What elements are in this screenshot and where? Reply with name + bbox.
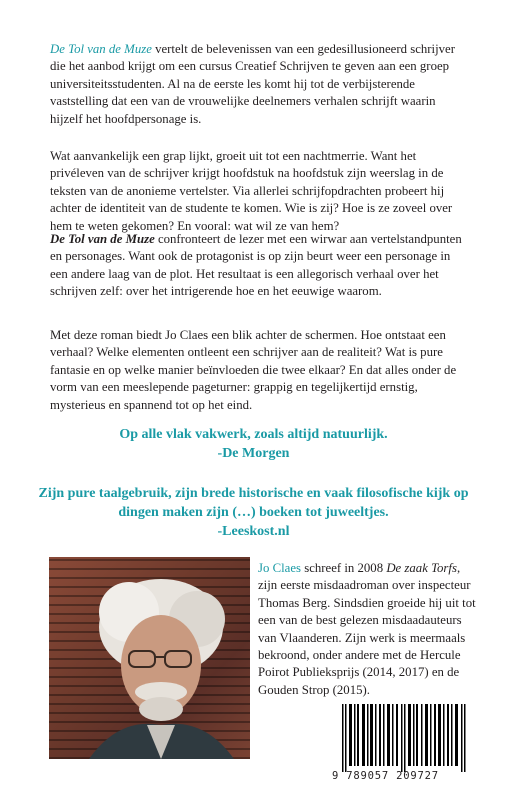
quote-text: Zijn pure taalgebruik, zijn brede historische en vaak filosofische kijk op dingen maken zijn (…) boeken tot juweeltjes. (38, 486, 469, 520)
blurb-paragraph-1 (50, 41, 470, 128)
review-quote-1 (30, 425, 477, 463)
quote-source: -Leeskost.nl (217, 524, 290, 539)
author-bio-text-2: , zijn eerste misdaadroman over inspecteur Thomas Berg. Sindsdien groeide hij uit tot een van de best gelezen misdaadauteurs van Vlaanderen. Zijn werk is meermaals bekroond, onder andere met de Hercule Poirot Publieksprijs (2014, 2017) en de Gouden Strop (2015). (258, 561, 476, 697)
book-title: De Tol van de Muze (50, 42, 152, 56)
review-quote-2 (30, 484, 477, 541)
blurb-text-4: Met deze roman biedt Jo Claes een blik achter de schermen. Hoe ontstaat een verhaal? Welke elementen ontleent een schrijver aan de realiteit? Wat is pure fantasie en op welke manier beïnvloeden die twee elkaar? En dat alles onder de vorm van een meeslepende pageturner: grappig en tegelijkertijd ernstig, mysterieus en spannend tot op het eind. (50, 328, 457, 412)
author-bio (258, 560, 478, 699)
barcode-number: 9 789057 209727 (332, 770, 439, 782)
quote-text: Op alle vlak vakwerk, zoals altijd natuurlijk. (119, 427, 388, 442)
book-title-emphasis: De Tol van de Muze (50, 232, 155, 246)
author-bio-text-1: schreef in 2008 (301, 561, 387, 575)
author-name: Jo Claes (258, 561, 302, 575)
blurb-text-3: confronteert de lezer met een wirwar aan vertelstandpunten en personages. Want ook de protagonist is op zijn beurt weer een personage in een andere laag van de plot. Het resultaat is een allegorisch verhaal over het schrijven zelf: over het intrigerende hoe en het eeuwige waarom. (50, 232, 462, 299)
barcode-icon (340, 704, 470, 776)
blurb-paragraph-3 (50, 231, 470, 301)
blurb-text-1: vertelt de belevenissen van een gedesillusioneerd schrijver die het aanbod krijgt om een cursus Creatief Schrijven te geven aan een groep universiteitsstudenten. Al na de eerste les komt hij tot de verbijsterende vaststelling dat een van de vrouwelijke deelnemers verhalen schrijft waarin hijzelf het hoofdpersonage is. (50, 42, 455, 126)
blurb-text-2: Wat aanvankelijk een grap lijkt, groeit uit tot een nachtmerrie. Want het privéleven van de schrijver krijgt hoofdstuk na hoofdstuk zijn weerslag in de teksten van de anonieme vertelster. Via allerlei schrijfopdrachten probeert hij achter de identiteit van de studente te komen. Wie is zij? Hoe is ze zoveel over hem te weten gekomen? En vooral: wat wil ze van hem? (50, 149, 453, 233)
blurb-paragraph-2 (50, 148, 470, 235)
author-portrait-illustration (49, 557, 250, 759)
quote-source: -De Morgen (217, 446, 290, 461)
author-photo (49, 557, 250, 759)
blurb-paragraph-4 (50, 327, 470, 414)
author-book-title: De zaak Torfs (386, 561, 457, 575)
